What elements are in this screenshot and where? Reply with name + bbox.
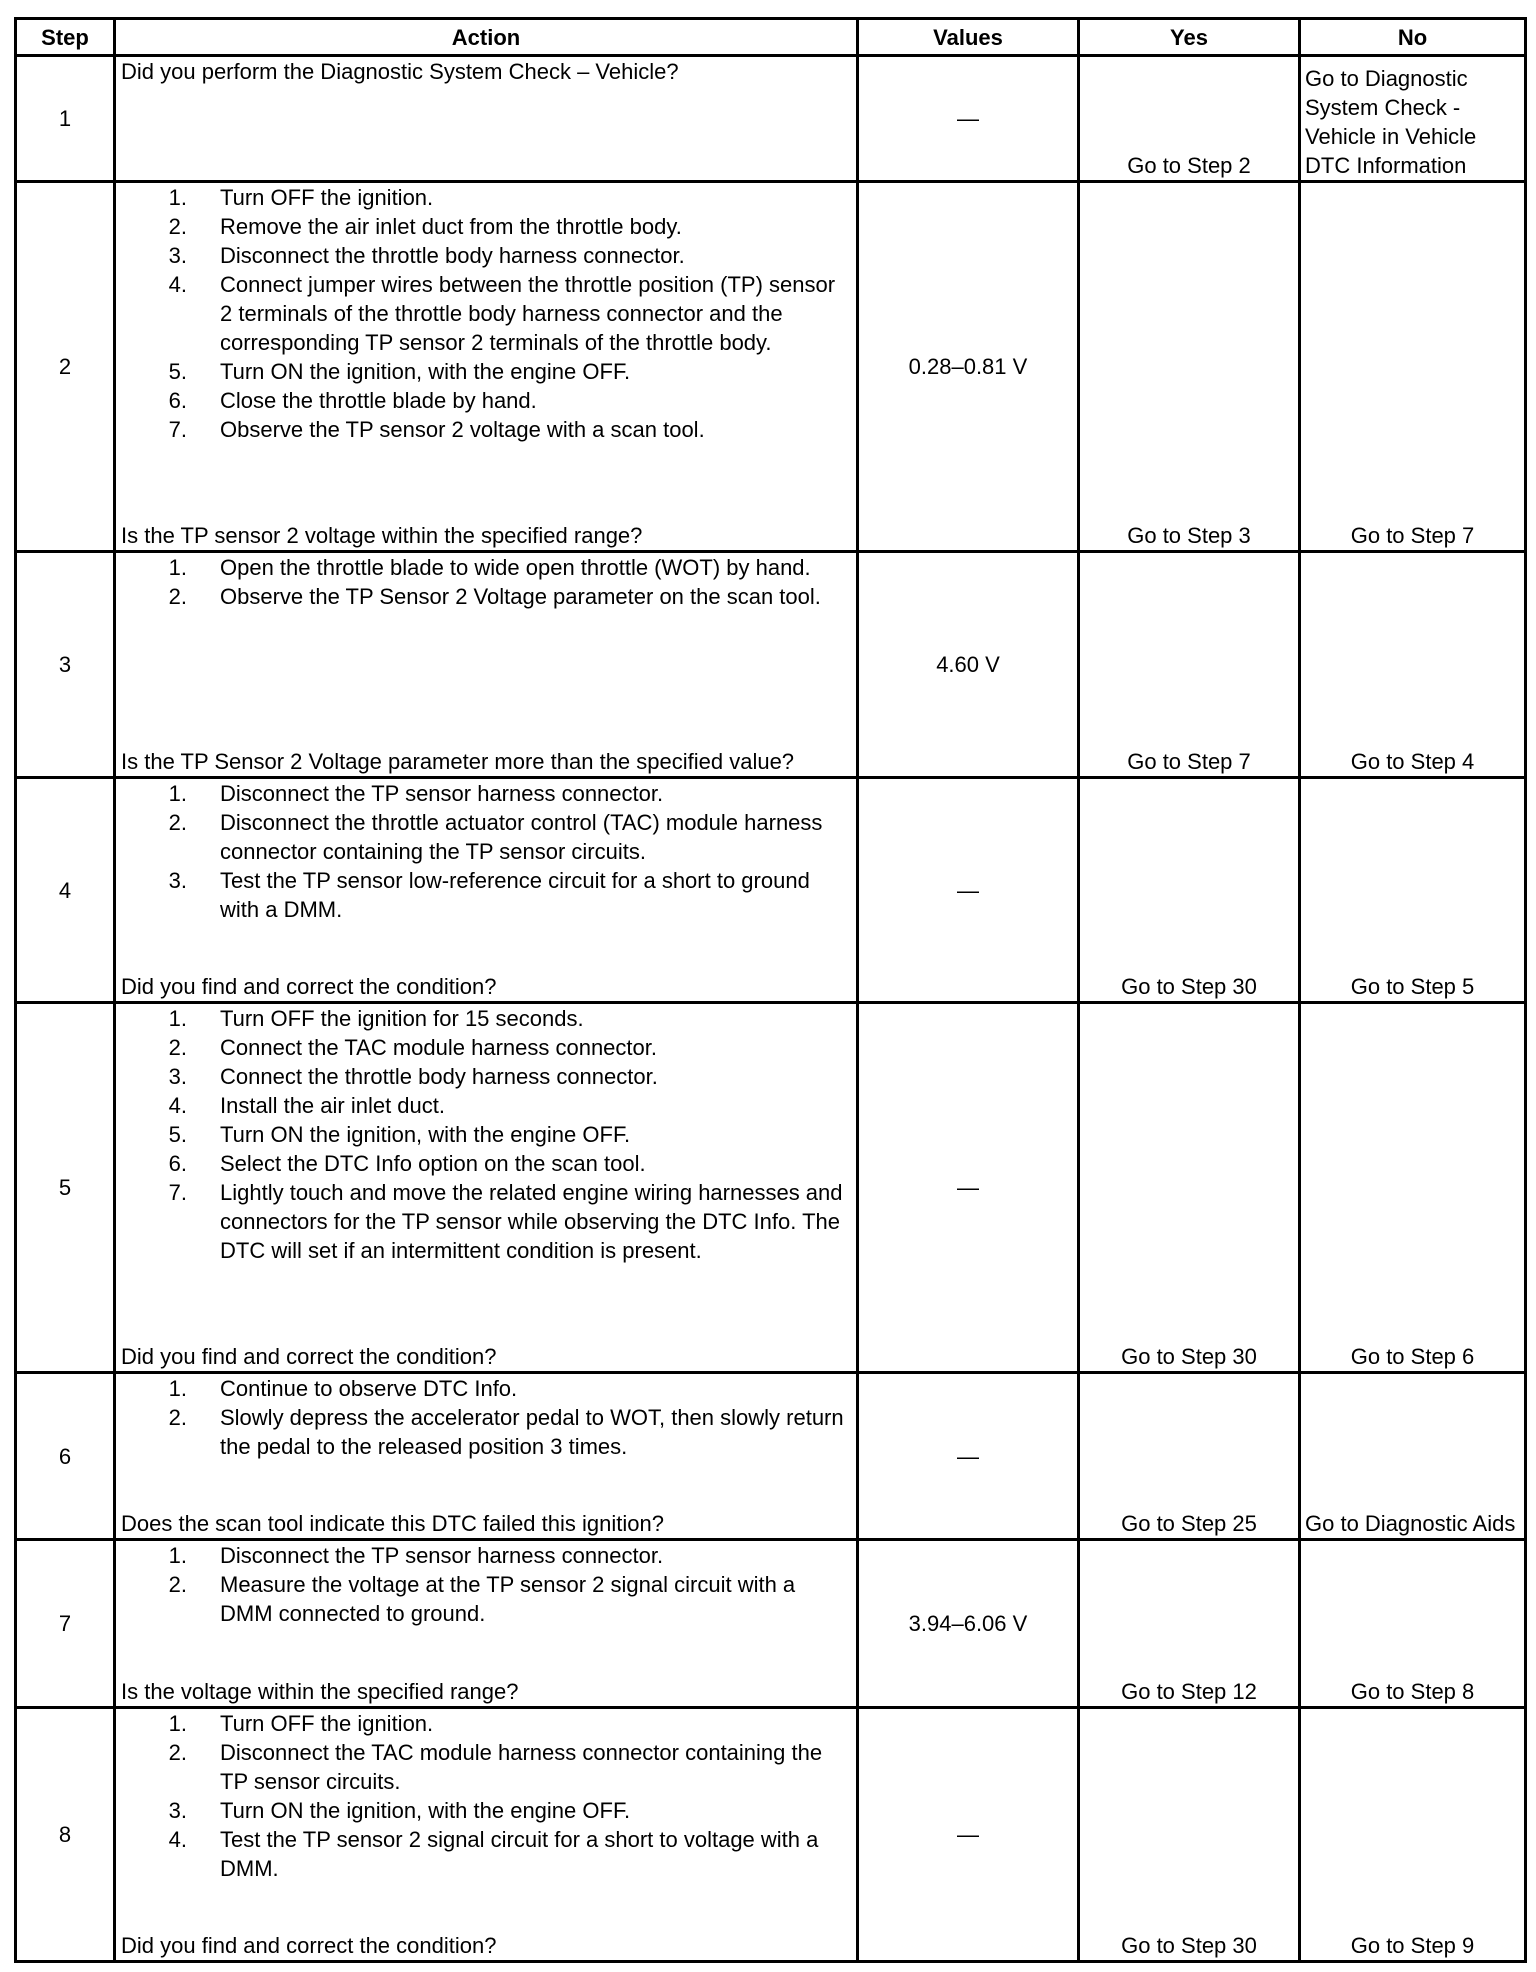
value-cell: 0.28–0.81 V bbox=[858, 182, 1079, 552]
yes-cell: Go to Step 30 bbox=[1079, 1707, 1300, 1961]
table-row bbox=[16, 182, 1526, 552]
step-number: 8 bbox=[16, 1707, 115, 1961]
no-cell: Go to Step 7 bbox=[1300, 182, 1526, 552]
question-text: Did you perform the Diagnostic System Check – Vehicle? bbox=[121, 59, 679, 84]
no-cell: Go to Step 8 bbox=[1300, 1540, 1526, 1707]
list-item: 4. Test the TP sensor 2 signal circuit for a short to voltage with a DMM. bbox=[168, 1826, 819, 1881]
list-item: 2. Disconnect the TAC module harness connector containing the TP sensor circuits. bbox=[168, 1739, 823, 1794]
question-text: Does the scan tool indicate this DTC failed this ignition? bbox=[121, 1511, 664, 1537]
value-cell: — bbox=[858, 56, 1079, 182]
list-item: 5. Turn ON the ignition, with the engine OFF. bbox=[168, 359, 631, 385]
step-number: 1 bbox=[16, 56, 115, 182]
action-list bbox=[121, 183, 850, 444]
question-text: Is the TP sensor 2 voltage within the specified range? bbox=[121, 522, 643, 548]
no-cell: Go to Diagnostic System Check - Vehicle in Vehicle DTC Information bbox=[1300, 56, 1526, 182]
value-cell: — bbox=[858, 1003, 1079, 1373]
list-item: 1. Open the throttle blade to wide open throttle (WOT) by hand. bbox=[168, 554, 811, 580]
action-cell bbox=[115, 182, 858, 552]
table-row bbox=[16, 1540, 1526, 1707]
step-number: 3 bbox=[16, 551, 115, 777]
step-number: 2 bbox=[16, 182, 115, 552]
header-action: Action bbox=[115, 19, 858, 56]
list-item: 4. Connect jumper wires between the throttle position (TP) sensor 2 terminals of the throttle body harness connector and the corresponding TP sensor 2 terminals of the throttle body. bbox=[168, 272, 836, 356]
header-row bbox=[16, 19, 1526, 56]
table-row bbox=[16, 778, 1526, 1003]
header-no: No bbox=[1300, 19, 1526, 56]
list-item: 7. Observe the TP sensor 2 voltage with a scan tool. bbox=[168, 417, 705, 443]
action-list bbox=[121, 1004, 850, 1265]
no-cell: Go to Step 6 bbox=[1300, 1003, 1526, 1373]
action-list bbox=[121, 1541, 850, 1628]
list-item: 3. Disconnect the throttle body harness connector. bbox=[168, 243, 685, 269]
no-cell: Go to Diagnostic Aids bbox=[1300, 1373, 1526, 1540]
yes-cell: Go to Step 25 bbox=[1079, 1373, 1300, 1540]
list-item: 1. Turn OFF the ignition. bbox=[168, 185, 434, 211]
no-cell: Go to Step 9 bbox=[1300, 1707, 1526, 1961]
list-item: 6. Close the throttle blade by hand. bbox=[168, 388, 537, 414]
list-item: 3. Turn ON the ignition, with the engine OFF. bbox=[168, 1797, 631, 1823]
list-item: 2. Disconnect the throttle actuator control (TAC) module harness connector containing the TP sensor circuits. bbox=[168, 810, 823, 865]
step-number: 6 bbox=[16, 1373, 115, 1540]
action-cell bbox=[115, 56, 858, 182]
table-row bbox=[16, 56, 1526, 182]
table-row bbox=[16, 551, 1526, 777]
yes-cell: Go to Step 3 bbox=[1079, 182, 1300, 552]
yes-cell: Go to Step 7 bbox=[1079, 551, 1300, 777]
step-number: 7 bbox=[16, 1540, 115, 1707]
list-item: 1. Continue to observe DTC Info. bbox=[168, 1376, 518, 1402]
yes-cell: Go to Step 2 bbox=[1079, 56, 1300, 182]
list-item: 4. Install the air inlet duct. bbox=[168, 1093, 446, 1119]
list-item: 6. Select the DTC Info option on the scan tool. bbox=[168, 1151, 646, 1177]
list-item: 2. Observe the TP Sensor 2 Voltage parameter on the scan tool. bbox=[168, 583, 821, 609]
action-cell bbox=[115, 1540, 858, 1707]
list-item: 1. Turn OFF the ignition for 15 seconds. bbox=[168, 1006, 584, 1032]
no-cell: Go to Step 5 bbox=[1300, 778, 1526, 1003]
yes-cell: Go to Step 30 bbox=[1079, 1003, 1300, 1373]
action-cell bbox=[115, 1003, 858, 1373]
table-row bbox=[16, 1373, 1526, 1540]
action-cell bbox=[115, 1373, 858, 1540]
action-cell bbox=[115, 551, 858, 777]
action-list bbox=[121, 779, 850, 924]
list-item: 5. Turn ON the ignition, with the engine OFF. bbox=[168, 1122, 631, 1148]
header-values: Values bbox=[858, 19, 1079, 56]
value-cell: 4.60 V bbox=[858, 551, 1079, 777]
step-number: 5 bbox=[16, 1003, 115, 1373]
question-text: Did you find and correct the condition? bbox=[121, 974, 497, 1000]
yes-cell: Go to Step 12 bbox=[1079, 1540, 1300, 1707]
list-item: 1. Disconnect the TP sensor harness connector. bbox=[168, 1543, 664, 1569]
value-cell: — bbox=[858, 778, 1079, 1003]
header-step: Step bbox=[16, 19, 115, 56]
table-row bbox=[16, 1707, 1526, 1961]
list-item: 1. Turn OFF the ignition. bbox=[168, 1710, 434, 1736]
list-item: 7. Lightly touch and move the related engine wiring harnesses and connectors for the TP sensor while observing the DTC Info. The DTC will set if an intermittent condition is present. bbox=[168, 1180, 843, 1264]
step-number: 4 bbox=[16, 778, 115, 1003]
action-cell bbox=[115, 1707, 858, 1961]
list-item: 2. Slowly depress the accelerator pedal to WOT, then slowly return the pedal to the released position 3 times. bbox=[168, 1405, 844, 1460]
diagnostic-table bbox=[14, 17, 1527, 1963]
list-item: 2. Measure the voltage at the TP sensor 2 signal circuit with a DMM connected to ground. bbox=[168, 1572, 796, 1627]
list-item: 3. Connect the throttle body harness connector. bbox=[168, 1064, 658, 1090]
value-cell: — bbox=[858, 1707, 1079, 1961]
action-list bbox=[121, 553, 850, 611]
list-item: 2. Remove the air inlet duct from the throttle body. bbox=[168, 214, 682, 240]
value-cell: 3.94–6.06 V bbox=[858, 1540, 1079, 1707]
list-item: 2. Connect the TAC module harness connector. bbox=[168, 1035, 657, 1061]
question-text: Did you find and correct the condition? bbox=[121, 1933, 497, 1958]
action-list bbox=[121, 1374, 850, 1461]
action-cell bbox=[115, 778, 858, 1003]
value-cell: — bbox=[858, 1373, 1079, 1540]
header-yes: Yes bbox=[1079, 19, 1300, 56]
question-text: Is the voltage within the specified range? bbox=[121, 1678, 519, 1704]
table-row bbox=[16, 1003, 1526, 1373]
list-item: 3. Test the TP sensor low-reference circuit for a short to ground with a DMM. bbox=[168, 868, 810, 923]
question-text: Is the TP Sensor 2 Voltage parameter more than the specified value? bbox=[121, 749, 795, 775]
action-list bbox=[121, 1709, 850, 1883]
list-item: 1. Disconnect the TP sensor harness connector. bbox=[168, 781, 664, 807]
question-text: Did you find and correct the condition? bbox=[121, 1344, 497, 1370]
yes-cell: Go to Step 30 bbox=[1079, 778, 1300, 1003]
no-cell: Go to Step 4 bbox=[1300, 551, 1526, 777]
